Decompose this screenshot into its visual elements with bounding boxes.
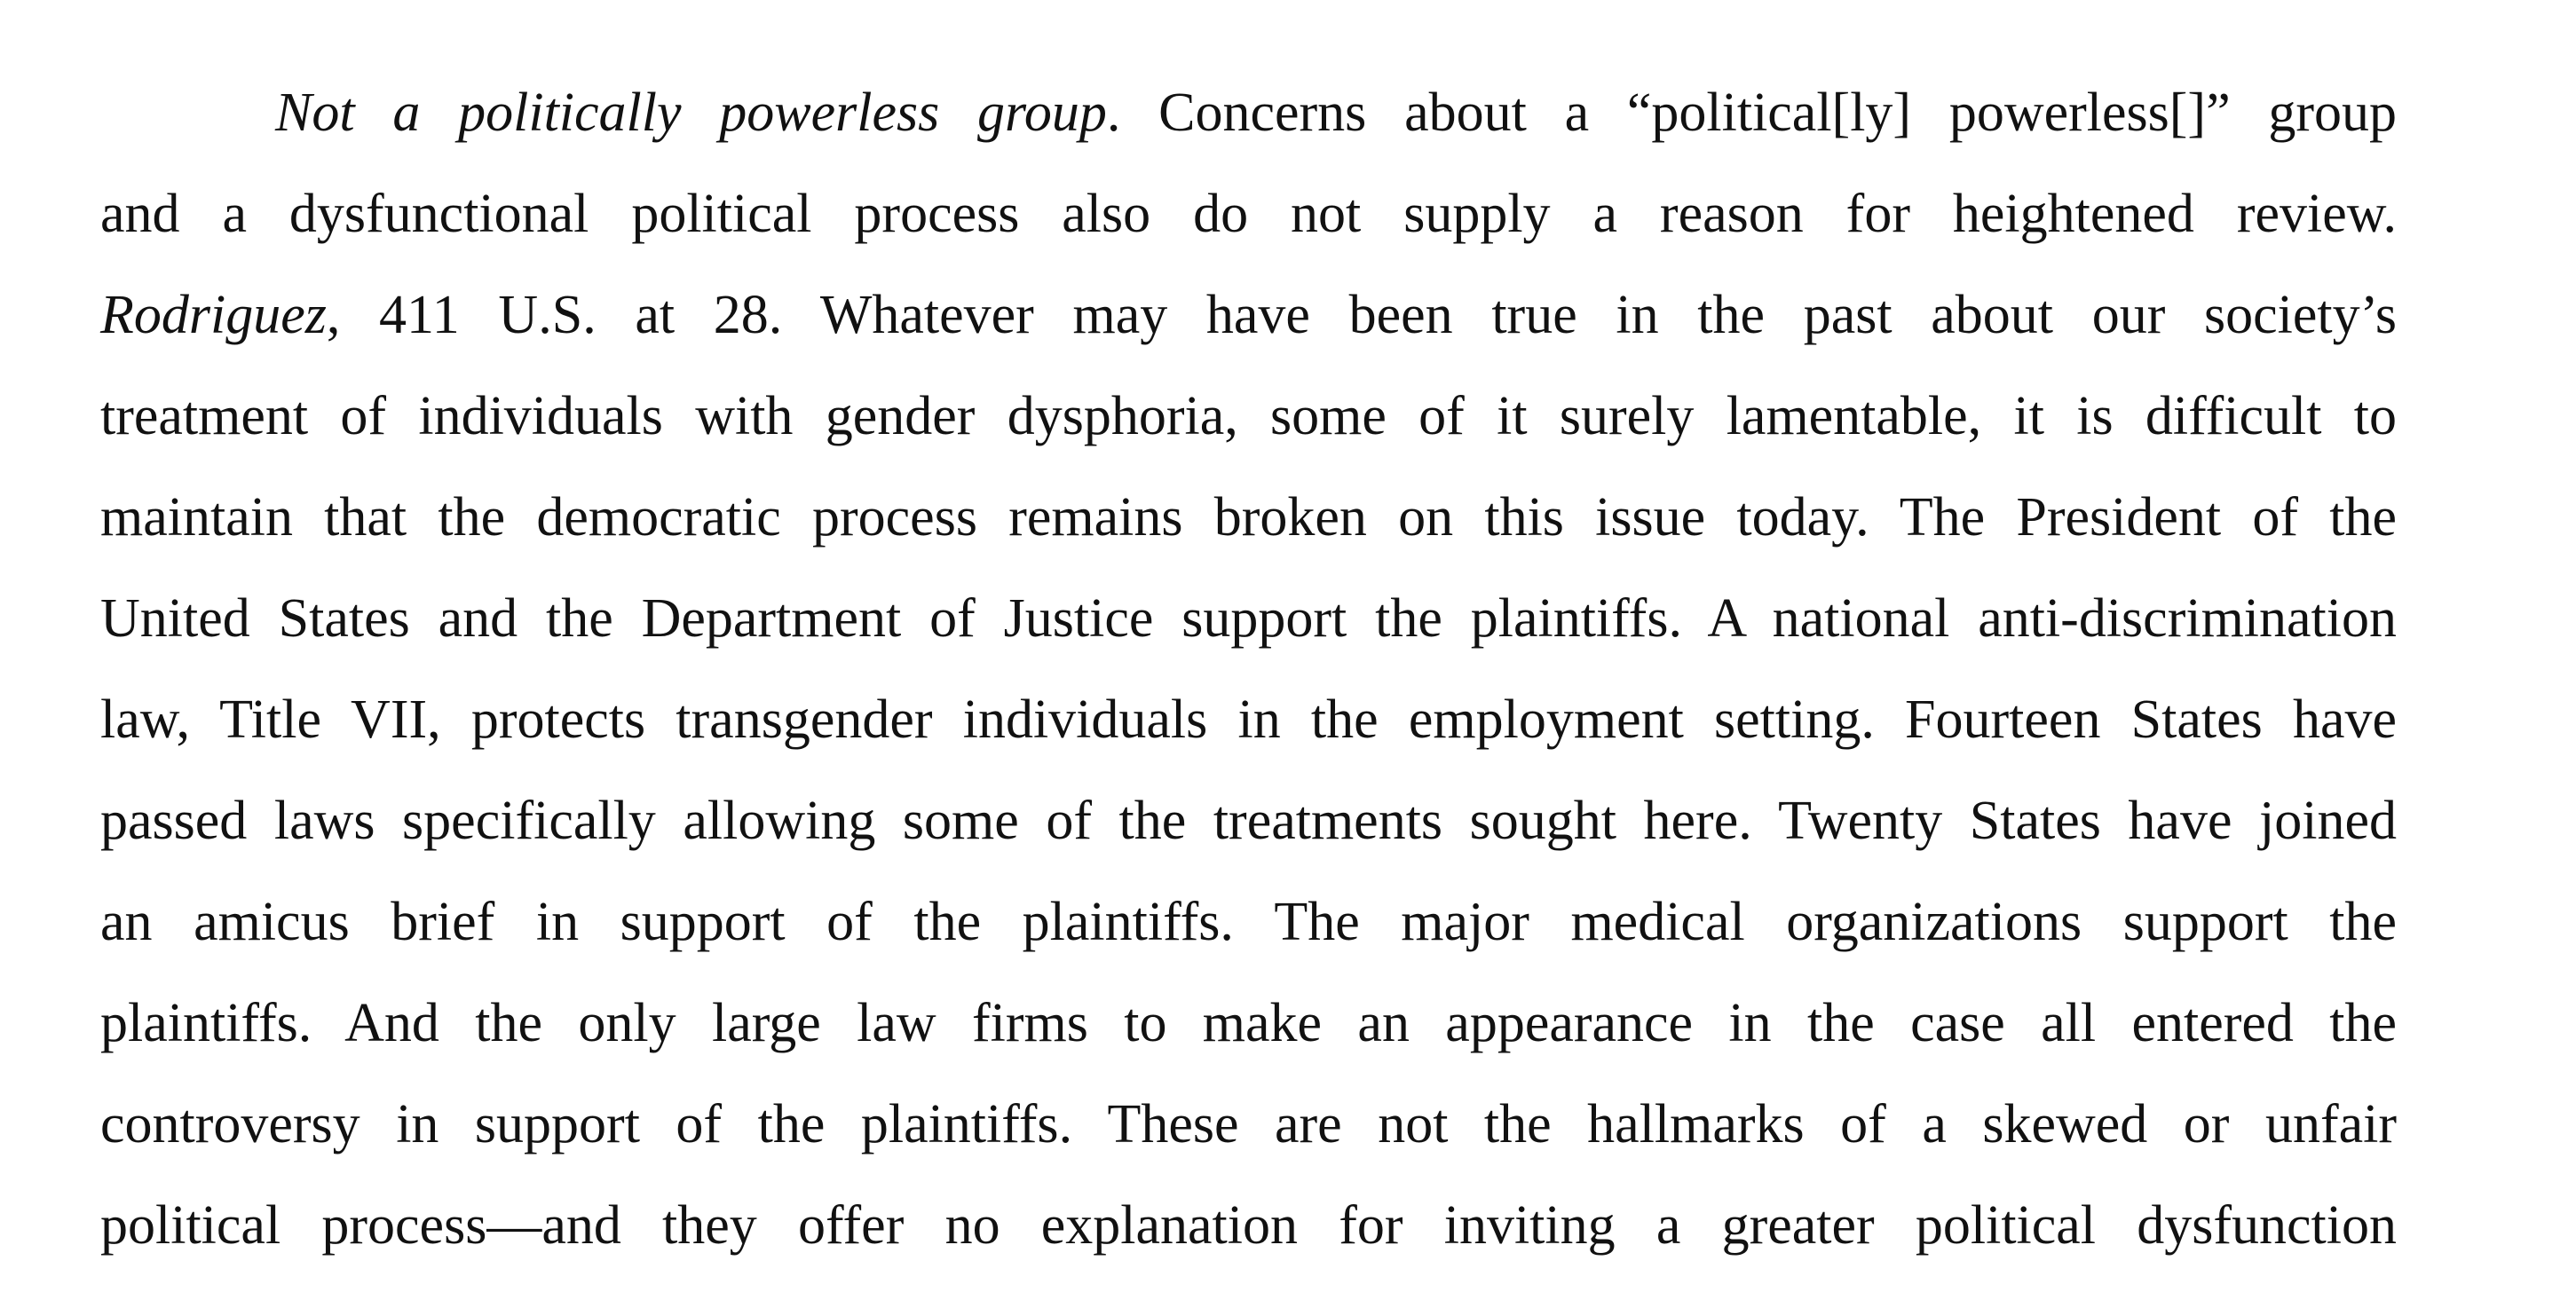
- paragraph-line-10: plaintiffs. And the only large law firms to make an appearance in the case all entered the: [100, 993, 2397, 1053]
- case-citation-italic: Rodriguez: [100, 285, 327, 345]
- paragraph-line-8: passed laws specifically allowing some of the treatments sought here. Twenty States have joined: [100, 791, 2397, 851]
- paragraph-line-6: United States and the Department of Justice support the plaintiffs. A national anti-discrimination: [100, 588, 2397, 649]
- paragraph-line-9: an amicus brief in support of the plaintiffs. The major medical organizations support the: [100, 892, 2397, 952]
- paragraph-line-5: maintain that the democratic process remains broken on this issue today. The President of the: [100, 487, 2397, 548]
- paragraph-line-4: treatment of individuals with gender dysphoria, some of it surely lamentable, it is difficult to: [100, 386, 2397, 446]
- line-text: , 411 U.S. at 28. Whatever may have been true in the past about our society’s: [326, 285, 2397, 345]
- paragraph-line-1: [100, 62, 2397, 163]
- paragraph-line-12: political process—and they offer no explanation for inviting a greater political dysfunction: [100, 1195, 2397, 1256]
- document-body: [100, 62, 2397, 1276]
- italic-heading: Not a politically powerless group: [275, 83, 1107, 143]
- paragraph-line-2: and a dysfunctional political process also do not supply a reason for heightened review.: [100, 184, 2397, 244]
- paragraph-line-3: [100, 264, 2397, 366]
- line-text: . Concerns about a “political[ly] powerless[]” group: [1106, 83, 2398, 143]
- paragraph-line-7: law, Title VII, protects transgender individuals in the employment setting. Fourteen States have: [100, 689, 2397, 750]
- paragraph-line-11: controversy in support of the plaintiffs. These are not the hallmarks of a skewed or unfair: [100, 1094, 2397, 1154]
